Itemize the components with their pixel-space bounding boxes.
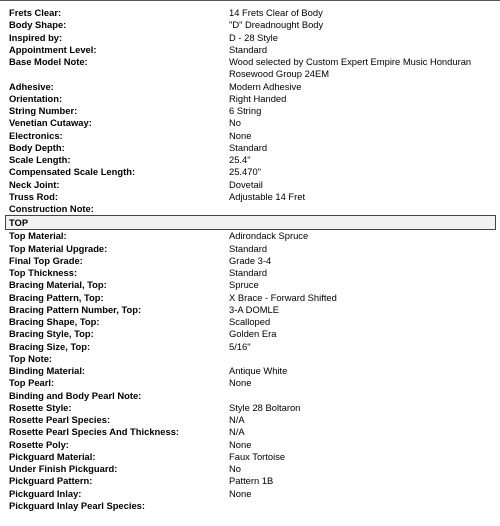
spec-label: Rosette Pearl Species: — [9, 414, 111, 425]
spec-row — [0, 402, 500, 414]
spec-value: 25.470" — [229, 166, 262, 178]
spec-value: Dovetail — [229, 178, 263, 190]
top-divider — [0, 0, 500, 1]
spec-label: Inspired by: — [9, 31, 63, 43]
spec-label: Venetian Cutaway: — [9, 117, 92, 129]
spec-row — [0, 191, 500, 203]
spec-label: Bracing Material, Top: — [9, 279, 107, 291]
spec-value: Faux Tortoise — [229, 450, 286, 462]
spec-label: Truss Rod: — [9, 190, 58, 202]
spec-label: Top Pearl: — [9, 377, 55, 389]
spec-label: Base Model Note: — [9, 56, 88, 67]
spec-label: Frets Clear: — [9, 7, 62, 18]
spec-row — [0, 463, 500, 475]
spec-row — [0, 230, 500, 242]
spec-label: Binding Material: — [9, 365, 86, 376]
spec-row — [0, 19, 500, 31]
spec-label: Pickguard Inlay Pearl Species: — [9, 499, 146, 511]
spec-value: Standard — [229, 141, 268, 153]
spec-row — [0, 93, 500, 105]
spec-row — [0, 451, 500, 463]
spec-row — [0, 105, 500, 117]
spec-value: None — [229, 377, 252, 389]
section-header-top: TOP — [5, 215, 496, 230]
spec-value: N/A — [229, 414, 245, 425]
spec-row — [0, 328, 500, 340]
spec-row — [0, 81, 500, 93]
spec-value: None — [229, 438, 252, 450]
spec-label: Bracing Pattern Number, Top: — [9, 303, 142, 315]
spec-label: Final Top Grade: — [9, 254, 83, 266]
spec-label: Under Finish Pickguard: — [9, 463, 118, 474]
spec-value: Scalloped — [229, 316, 271, 327]
spec-value: X Brace - Forward Shifted — [229, 291, 337, 303]
spec-label: Bracing Style, Top: — [9, 328, 94, 340]
spec-row — [0, 304, 500, 316]
spec-value: Standard — [229, 43, 268, 55]
spec-row — [0, 44, 500, 56]
spec-value: 14 Frets Clear of Body — [229, 7, 323, 18]
spec-value: "D" Dreadnought Body — [229, 19, 324, 31]
spec-value: 25.4" — [229, 154, 251, 165]
spec-label: Pickguard Pattern: — [9, 475, 93, 487]
spec-label: Rosette Style: — [9, 401, 72, 413]
spec-row — [0, 316, 500, 328]
spec-label: String Number: — [9, 105, 78, 116]
spec-label: Body Shape: — [9, 19, 67, 31]
spec-value — [229, 500, 500, 512]
spec-label: Adhesive: — [9, 80, 54, 92]
spec-row — [0, 166, 500, 178]
general-specs — [0, 7, 500, 215]
spec-label: Body Depth: — [9, 141, 65, 153]
spec-value: Standard — [229, 242, 268, 254]
spec-value — [229, 353, 500, 365]
spec-row — [0, 292, 500, 304]
spec-label: Appointment Level: — [9, 43, 97, 55]
spec-row — [0, 154, 500, 166]
spec-row — [0, 500, 500, 512]
spec-value: Adirondack Spruce — [229, 230, 309, 242]
spec-value — [229, 203, 500, 215]
spec-row — [0, 279, 500, 291]
spec-row — [0, 439, 500, 451]
spec-value: Pattern 1B — [229, 475, 274, 487]
spec-value: Style 28 Boltaron — [229, 401, 301, 413]
spec-row — [0, 426, 500, 438]
spec-row — [0, 267, 500, 279]
spec-row — [0, 377, 500, 389]
spec-value: No — [229, 463, 241, 474]
spec-value: Grade 3-4 — [229, 254, 272, 266]
spec-row — [0, 255, 500, 267]
spec-label: Bracing Size, Top: — [9, 340, 91, 352]
spec-label: Orientation: — [9, 92, 63, 104]
spec-value: 3-A DOMLE — [229, 303, 280, 315]
spec-label: Compensated Scale Length: — [9, 166, 136, 178]
spec-value: Antique White — [229, 365, 288, 376]
spec-label: Construction Note: — [9, 203, 94, 214]
spec-row — [0, 130, 500, 142]
spec-value: Wood selected by Custom Expert Empire Music Honduran Rosewood Group 24EM — [229, 56, 472, 80]
spec-label: Electronics: — [9, 129, 63, 141]
spec-value — [229, 390, 500, 402]
spec-label: Top Material: — [9, 230, 67, 242]
spec-row — [0, 179, 500, 191]
spec-row — [0, 56, 500, 81]
spec-label: Scale Length: — [9, 154, 71, 165]
spec-label: Top Thickness: — [9, 267, 78, 278]
spec-label: Neck Joint: — [9, 178, 60, 190]
spec-value: 6 String — [229, 105, 262, 116]
spec-row — [0, 32, 500, 44]
spec-label: Pickguard Material: — [9, 450, 96, 462]
spec-value: No — [229, 117, 241, 129]
spec-label: Pickguard Inlay: — [9, 487, 82, 499]
spec-value: Adjustable 14 Fret — [229, 190, 306, 202]
spec-value: Golden Era — [229, 328, 277, 340]
spec-value: Modern Adhesive — [229, 80, 302, 92]
spec-label: Rosette Pearl Species And Thickness: — [9, 426, 180, 438]
spec-label: Bracing Shape, Top: — [9, 316, 100, 327]
spec-label: Top Material Upgrade: — [9, 242, 108, 254]
spec-value: Right Handed — [229, 92, 287, 104]
spec-label: Top Note: — [9, 352, 53, 364]
spec-sheet — [0, 7, 500, 512]
spec-label: Bracing Pattern, Top: — [9, 291, 104, 303]
spec-label: Rosette Poly: — [9, 438, 69, 450]
spec-label: Binding and Body Pearl Note: — [9, 389, 142, 401]
spec-row — [0, 7, 500, 19]
spec-row — [0, 142, 500, 154]
spec-row — [0, 341, 500, 353]
spec-row — [0, 414, 500, 426]
top-specs — [0, 230, 500, 512]
spec-row — [0, 203, 500, 215]
spec-value: Spruce — [229, 279, 259, 291]
spec-value: None — [229, 487, 252, 499]
spec-row — [0, 365, 500, 377]
spec-value: Standard — [229, 267, 268, 278]
spec-row — [0, 353, 500, 365]
spec-value: D - 28 Style — [229, 31, 278, 43]
spec-value: None — [229, 129, 252, 141]
spec-row — [0, 243, 500, 255]
spec-row — [0, 488, 500, 500]
spec-value: N/A — [229, 426, 245, 438]
spec-row — [0, 390, 500, 402]
spec-value: 5/16" — [229, 340, 251, 352]
spec-row — [0, 475, 500, 487]
spec-row — [0, 117, 500, 129]
